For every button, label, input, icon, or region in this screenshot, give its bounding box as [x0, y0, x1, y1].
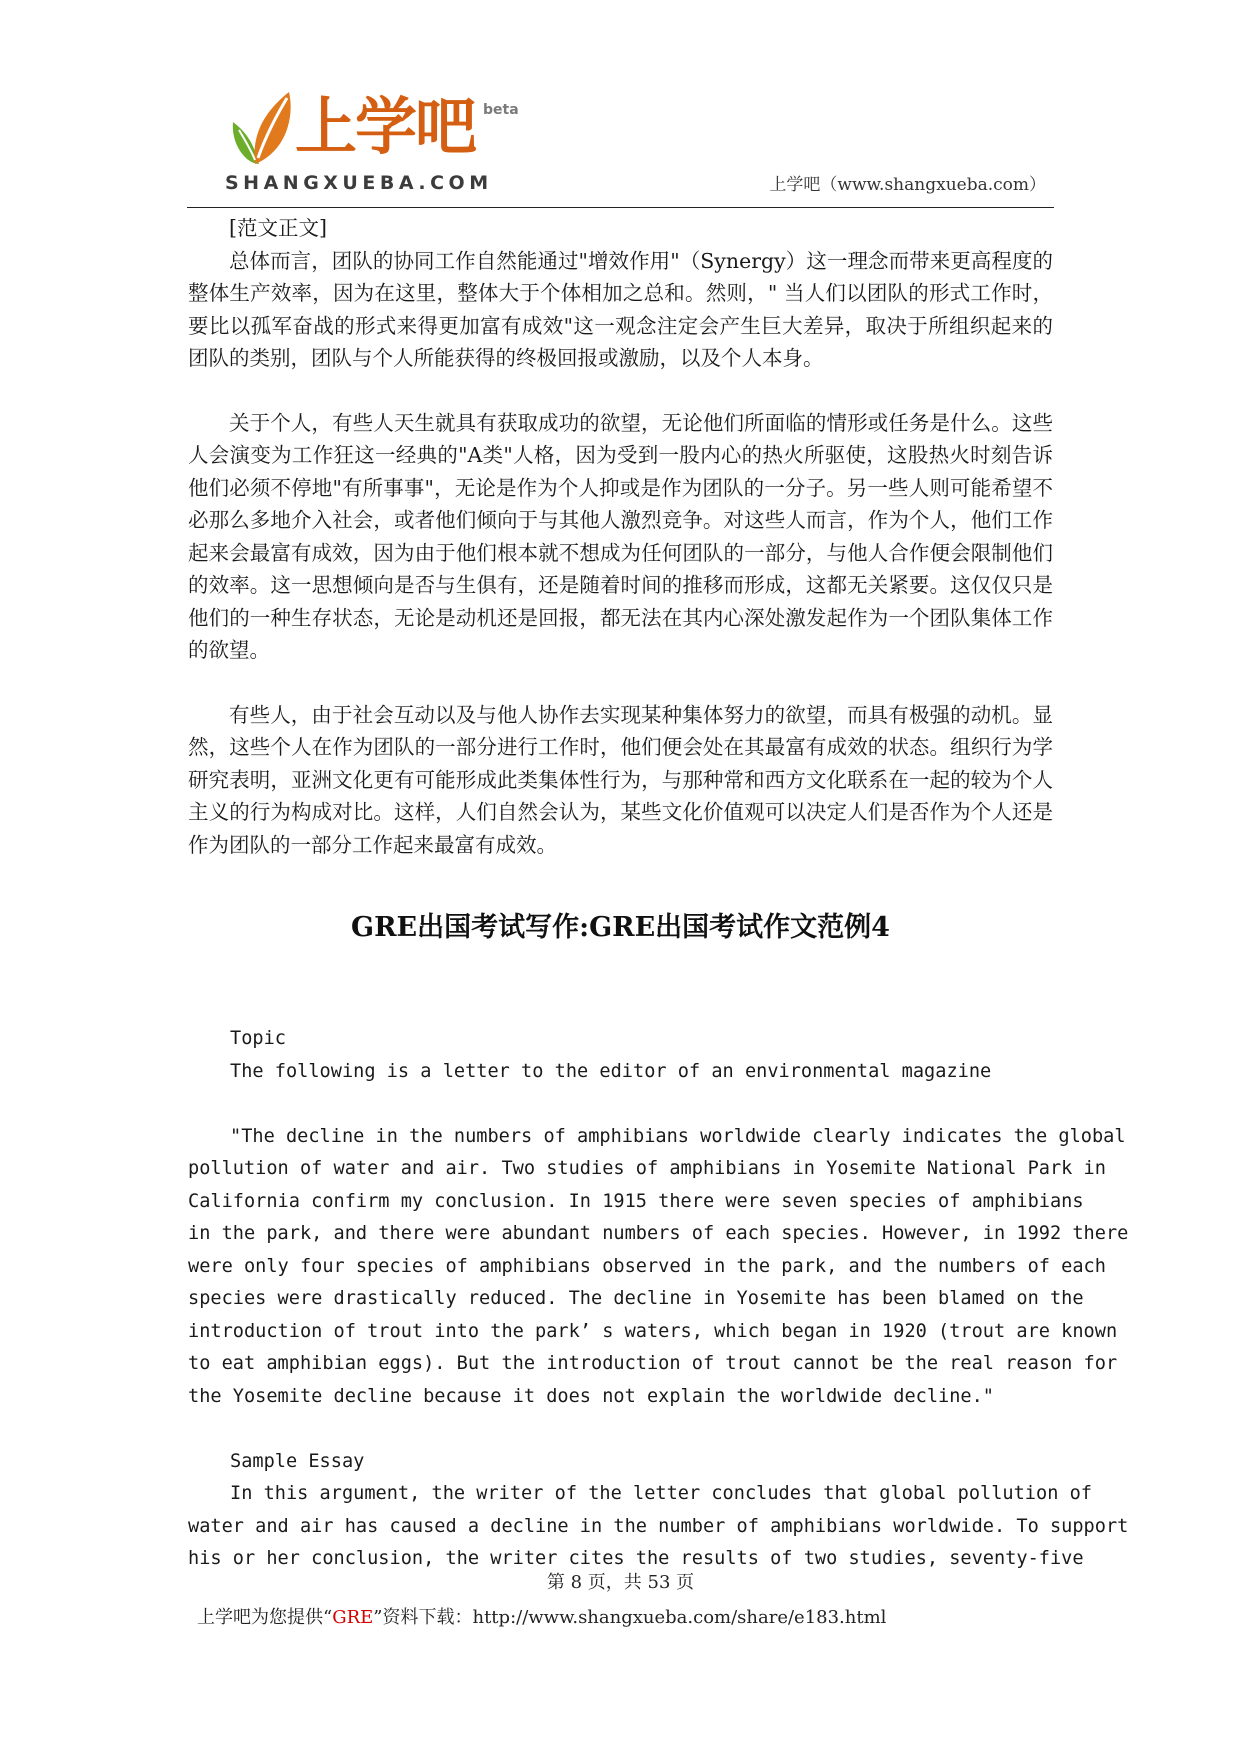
paragraph: 总体而言，团队的协同工作自然能通过"增效作用"（Synergy）这一理念而带来更高程度的整体生产效率，因为在这里，整体大于个体相加之总和。然则，" 当人们以团队的形式工作时，要比以孤军奋战的形式来得更加富有成效"这一观念注定会产生巨大差异，取决于所组织起来的团队的类别，团队与个人所能获得的终极回报或激励，以及个人本身。 [188, 248, 1053, 370]
quote-line: species were drastically reduced. The decline in Yosemite has been blamed on the [188, 1288, 1084, 1309]
quote-line: in the park, and there were abundant numbers of each species. However, in 1992 there [188, 1223, 1129, 1244]
paragraph: 关于个人，有些人天生就具有获取成功的欲望，无论他们所面临的情形或任务是什么。这些人会演变为工作狂这一经典的"A类"人格，因为受到一股内心的热火所驱使，这股热火时刻告诉他们必须不停地"有所事事"，无论是作为个人抑或是作为团队的一分子。另一些人则可能希望不必那么多地介入社会，或者他们倾向于与其他人激烈竞争。对这些人而言，作为个人，他们工作起来会最富有成效，因为由于他们根本就不想成为任何团队的一部分，与他人合作便会限制他们的效率。这一思想倾向是否与生俱有，还是随着时间的推移而形成，这都无关紧要。这仅仅只是他们的一种生存状态，无论是动机还是回报，都无法在其内心深处激发起作为一个团队集体工作的欲望。 [188, 410, 1053, 662]
section-label: [范文正文] [229, 216, 327, 240]
leaf-logo-icon [225, 88, 297, 168]
header-site-label: 上学吧（www.shangxueba.com） [769, 175, 1046, 195]
quote-line: "The decline in the numbers of amphibians worldwide clearly indicates the global [230, 1125, 1126, 1147]
footer-highlight: GRE [332, 1607, 374, 1628]
topic-intro: The following is a letter to the editor of an environmental magazine [230, 1060, 992, 1082]
footer-prefix: 上学吧为您提供“ [197, 1607, 333, 1628]
article-title: GRE出国考试写作:GRE出国考试作文范例4 [351, 912, 890, 943]
sample-essay-label: Sample Essay [230, 1450, 365, 1472]
page-number: 第 8 页，共 53 页 [546, 1572, 695, 1593]
shangxueba-logo[interactable] [225, 88, 525, 198]
quote-line: California confirm my conclusion. In 1915 there were seven species of amphibians [188, 1190, 1084, 1212]
quote-line: pollution of water and air. Two studies of amphibians in Yosemite National Park in [188, 1158, 1106, 1179]
footer-download-link[interactable] [197, 1603, 886, 1629]
header-divider [187, 207, 1054, 208]
logo-text: 上学吧 [295, 90, 476, 163]
quote-line: to eat amphibian eggs). But the introduction of trout cannot be the real reason for [188, 1353, 1118, 1374]
topic-label: Topic [230, 1028, 286, 1049]
quote-line: introduction of trout into the park’ s waters, which began in 1920 (trout are known [188, 1320, 1118, 1342]
quote-line: were only four species of amphibians observed in the park, and the numbers of each [188, 1255, 1106, 1277]
logo-beta-badge: beta [483, 102, 519, 118]
paragraph: 有些人，由于社会互动以及与他人协作去实现某种集体努力的欲望，而具有极强的动机。显然，这些个人在作为团队的一部分进行工作时，他们便会处在其最富有成效的状态。组织行为学研究表明，亚洲文化更有可能形成此类集体性行为，与那种常和西方文化联系在一起的较为个人主义的行为构成对比。这样，人们自然会认为，某些文化价值观可以决定人们是否作为个人还是作为团队的一部分工作起来最富有成效。 [188, 702, 1053, 857]
essay-line: his or her conclusion, the writer cites the results of two studies, seventy-five [188, 1548, 1084, 1569]
english-essay [188, 1023, 1129, 1576]
footer-suffix: ”资料下载：http://www.shangxueba.com/share/e183.html [373, 1607, 887, 1628]
logo-domain: SHANGXUEBA.COM [225, 172, 493, 194]
essay-line: In this argument, the writer of the letter concludes that global pollution of [230, 1483, 1092, 1504]
chinese-essay [188, 212, 1053, 861]
essay-line: water and air has caused a decline in the number of amphibians worldwide. To support [188, 1515, 1129, 1537]
quote-line: the Yosemite decline because it does not explain the worldwide decline." [188, 1385, 994, 1407]
